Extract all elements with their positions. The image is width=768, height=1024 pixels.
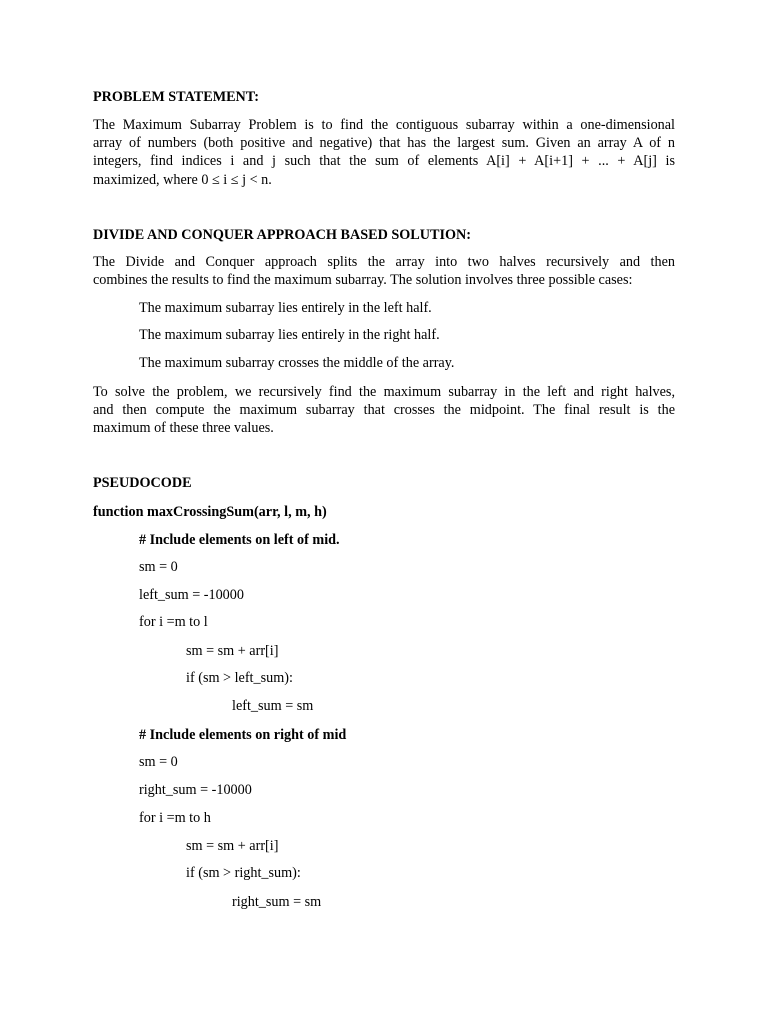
function-signature: function maxCrossingSum(arr, l, m, h) (93, 504, 327, 520)
case-item-right: The maximum subarray lies entirely in the right half. (139, 327, 440, 343)
code-line: sm = sm + arr[i] (186, 643, 279, 659)
code-line: left_sum = -10000 (139, 587, 244, 603)
solve-line: To solve the problem, we recursively find the maximum subarray in the left and right halves, (93, 384, 675, 400)
code-line: sm = 0 (139, 754, 178, 770)
code-line: right_sum = -10000 (139, 782, 252, 798)
solve-line: maximum of these three values. (93, 420, 274, 437)
code-line: for i =m to l (139, 614, 208, 630)
problem-line: array of numbers (both positive and negative) that has the largest sum. Given an array A of n (93, 135, 675, 152)
solve-paragraph (93, 383, 675, 438)
problem-line: The Maximum Subarray Problem is to find the contiguous subarray within a one-dimensional (93, 117, 675, 133)
divide-conquer-intro (93, 253, 675, 289)
problem-line: maximized, where 0 ≤ i ≤ j < n. (93, 171, 272, 188)
code-line: left_sum = sm (232, 698, 314, 714)
solve-line: and then compute the maximum subarray that crosses the midpoint. The final result is the (93, 402, 675, 419)
divide-conquer-heading: DIVIDE AND CONQUER APPROACH BASED SOLUTION: (93, 227, 471, 243)
code-line: right_sum = sm (232, 894, 322, 910)
code-line: sm = 0 (139, 559, 178, 575)
code-line: sm = sm + arr[i] (186, 838, 279, 854)
code-line: if (sm > left_sum): (186, 670, 293, 686)
pseudocode-heading: PSEUDOCODE (93, 475, 192, 491)
problem-statement-heading: PROBLEM STATEMENT: (93, 89, 259, 105)
intro-line: The Divide and Conquer approach splits the array into two halves recursively and then (93, 254, 675, 270)
code-line: if (sm > right_sum): (186, 865, 301, 881)
right-comment: # Include elements on right of mid (139, 727, 347, 743)
intro-line: combines the results to find the maximum subarray. The solution involves three possible cases: (93, 272, 633, 289)
problem-statement-paragraph (93, 116, 675, 189)
case-item-crossing: The maximum subarray crosses the middle of the array. (139, 355, 455, 371)
left-comment: # Include elements on left of mid. (139, 532, 340, 548)
code-line: for i =m to h (139, 810, 211, 826)
problem-line: integers, find indices i and j such that the sum of elements A[i] + A[i+1] + ... + A[j] is (93, 153, 675, 170)
case-item-left: The maximum subarray lies entirely in the left half. (139, 300, 432, 316)
